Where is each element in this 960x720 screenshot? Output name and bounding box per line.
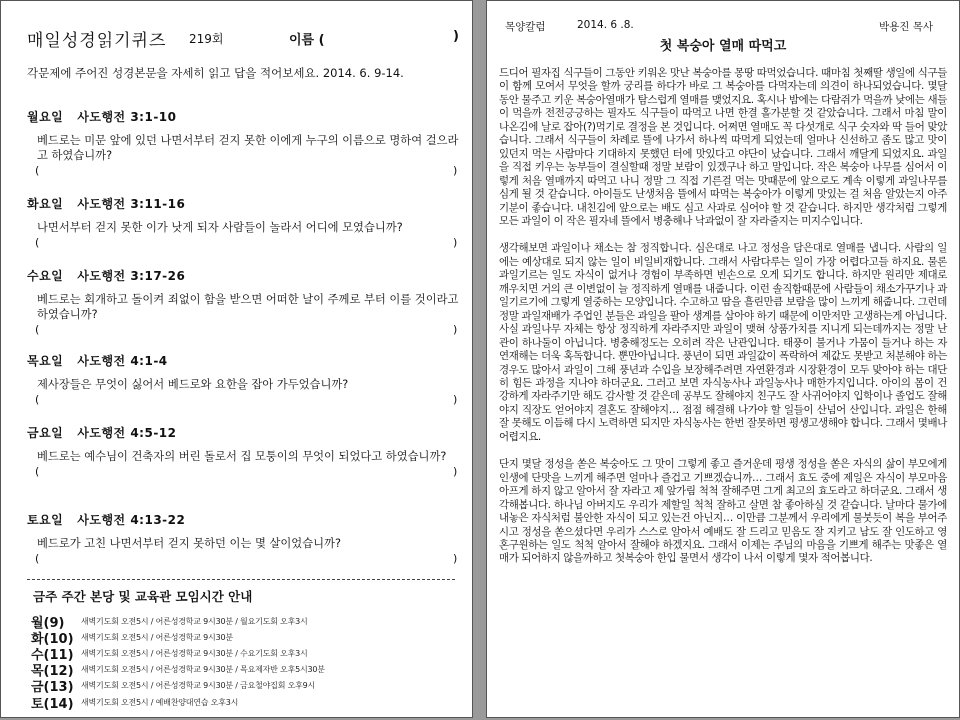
section-divider bbox=[27, 579, 455, 580]
question-text: 베드로가 고친 나면서부터 걷지 못하던 이는 몇 살이었습니까? bbox=[37, 537, 341, 550]
schedule-detail: 새벽기도회 오전5시 / 어른성경학교 9시30분 / 목요제자반 오후5시30분 bbox=[81, 665, 325, 675]
answer-close-paren: ) bbox=[453, 393, 458, 406]
question-thursday bbox=[27, 352, 467, 407]
question-text: 베드로는 미문 앞에 있던 나면서부터 걷지 못한 이에게 누구의 이름으로 명하여 걸으라고 하였습니까? bbox=[37, 134, 459, 162]
question-day: 화요일 bbox=[27, 197, 64, 211]
schedule-row bbox=[31, 678, 451, 694]
schedule-row bbox=[31, 613, 451, 629]
answer-blank[interactable] bbox=[27, 236, 467, 250]
question-text: 제사장들은 무엇이 싫어서 베드로와 요한을 잡아 가두었습니까? bbox=[37, 378, 349, 391]
schedule-day: 토(14) bbox=[31, 696, 74, 712]
answer-open-paren: ( bbox=[35, 465, 40, 478]
question-ref: 사도행전 4:5-12 bbox=[77, 426, 177, 440]
question-ref: 사도행전 3:1-10 bbox=[77, 110, 177, 124]
answer-blank[interactable] bbox=[27, 465, 467, 479]
answer-close-paren: ) bbox=[453, 323, 458, 336]
quiz-header bbox=[27, 26, 462, 50]
name-field-close: ) bbox=[453, 29, 459, 44]
question-monday bbox=[27, 108, 467, 178]
schedule-day: 금(13) bbox=[31, 680, 74, 696]
schedule-day: 수(11) bbox=[31, 647, 74, 663]
schedule-detail: 새벽기도회 오전5시 / 어른성경학교 9시30분 / 금요철야집회 오후9시 bbox=[81, 681, 316, 691]
schedule-day: 월(9) bbox=[31, 615, 65, 631]
schedule-row bbox=[31, 662, 451, 678]
question-day: 토요일 bbox=[27, 513, 64, 527]
answer-blank[interactable] bbox=[27, 323, 467, 337]
schedule-day: 목(12) bbox=[31, 664, 74, 680]
answer-close-paren: ) bbox=[453, 552, 458, 565]
column-date: 2014. 6 .8. bbox=[577, 19, 634, 31]
question-wednesday bbox=[27, 267, 467, 337]
answer-open-paren: ( bbox=[35, 164, 40, 177]
column-title: 첫 복숭아 열매 따먹고 bbox=[659, 39, 787, 54]
question-ref: 사도행전 3:17-26 bbox=[77, 269, 186, 283]
schedule-detail: 새벽기도회 오전5시 / 어른성경학교 9시30분 / 월요기도회 오후3시 bbox=[81, 616, 308, 626]
issue-number: 219회 bbox=[189, 32, 224, 46]
instructions-text: 각문제에 주어진 성경본문을 자세히 읽고 답을 적어보세요. 2014. 6. 9-14. bbox=[27, 66, 404, 80]
question-ref: 사도행전 4:13-22 bbox=[77, 513, 186, 527]
answer-close-paren: ) bbox=[453, 164, 458, 177]
schedule-detail: 새벽기도회 오전5시 / 어른성경학교 9시30분 bbox=[81, 632, 233, 642]
column-paragraph: 단지 몇달 정성을 쏟은 복숭아도 그 맛이 그렇게 좋고 즐거운데 평생 정성을 쏟은 자식의 삶이 부모에게 인생에 단맛을 느끼게 해주면 얼마나 즐겁고 기쁘겠습니까… 그래서 효도 중에 제일은 자식이 부모마음 아프게 하지 않고 알아서 잘 자라고 제 앞가림 척척 잘해주면 그게 최고의 효도라고 하더군요. 그래서 생각해봅니다. 하나님 아버지도 우리가 제할일 척척 잘하고 살면 참 좋아하실 것 같습니다. 날마다 물가에 내놓은 자식처럼 불안한 자식이 되고 있는건 아닌지… 이만큼 그분께서 우리에게 물붓듯이 복을 부어주시고 정성을 쏟으셨다면 우리가 스스로 알아서 예배도 잘 드리고 믿음도 잘 지키고 남도 잘 인도하고 영혼구원하는 일도 척척 알아서 잘해야 하겠지요. 그래서 이제는 주님의 마음을 기쁘게 해주는 맛좋은 열매가 되어하지 않을까하고 첫복숭아 한입 물면서 생각이 나서 이렇게 몇자 적어봅니다. bbox=[499, 458, 947, 565]
question-text: 베드로는 회개하고 돌이켜 죄없이 함을 받으면 어떠한 날이 주께로 부터 이를 것이라고 하였습니까? bbox=[37, 293, 459, 321]
question-day: 목요일 bbox=[27, 354, 64, 368]
question-saturday bbox=[27, 511, 467, 566]
column-page bbox=[486, 0, 960, 718]
answer-open-paren: ( bbox=[35, 236, 40, 249]
quiz-title: 매일성경읽기퀴즈 bbox=[27, 31, 167, 51]
question-text: 나면서부터 걷지 못한 이가 낫게 되자 사람들이 놀라서 어디에 모였습니까? bbox=[37, 221, 403, 234]
schedule-title: 금주 주간 본당 및 교육관 모임시간 안내 bbox=[33, 589, 253, 604]
question-ref: 사도행전 3:11-16 bbox=[77, 197, 186, 211]
question-day: 월요일 bbox=[27, 110, 64, 124]
question-friday bbox=[27, 424, 467, 479]
schedule-list bbox=[31, 613, 451, 710]
question-day: 금요일 bbox=[27, 426, 64, 440]
column-paragraph: 생각해보면 과일이나 채소는 참 정직합니다. 심은대로 나고 정성을 담은대로 열매를 냅니다. 사람의 일에는 예상대로 되지 않는 일이 비일비재합니다. 그래서 사람다루는 일이 가장 어렵다고들 하지요. 물론 과일기르는 일도 자식이 없거나 경험이 부족하면 빈손으로 오게 되기도 합니다. 하지만 원리만 제대로 깨우치면 거의 큰 이변없이 늘 정직하게 열매를 내줍니다. 이런 솔직함때문에 사람들이 채소가꾸기나 과일기르기에 그렇게 열중하는 모양입니다. 수고하고 땀을 흘린만큼 보람을 많이 느끼게 해줍니다. 그런데 정말 과일재배가 주업인 분들은 과일을 팔아 생계를 삼아야 하기 때문에 이만저만 고생하는게 아닙니다. 사실 과일나무 자체는 항상 정직하게 자라주지만 과일이 맺혀 상품가치를 지니게 되는데까지는 정말 난관이 하나둘이 아닙니다. 병충해정도는 오히려 작은 난관입니다. 태풍이 불거나 가뭄이 들거나 하는 자연재해는 더욱 혹독합니다. 뿐만아닙니다. 풍년이 되면 과일값이 폭락하여 제값도 못받고 처분해야 하는 경우도 많아서 과일이 그해 풍년과 수입을 보장해주려면 자연환경과 시장환경이 모두 맞아야 하는 대단히 힘든 과정을 지나야 하더군요. 그러고 보면 자식농사나 과일농사나 매한가지입니다. 아이의 몸이 건강하게 자라주기만 해도 감사할 것 같은데 공부도 잘해야지 친구도 잘 사귀어야지 입학이나 졸업도 잘해야지 직장도 얻어야지 결혼도 잘해야지… 점점 해결해 나가야 할 일들이 산넘어 산입니다. 과일은 한해 잘 못해도 이듬해 다시 노력하면 되지만 자식농사는 한번 잘못하면 평생고생해야 합니다. 그래서 몇배나 어렵지요. bbox=[499, 242, 947, 443]
instructions bbox=[27, 65, 404, 81]
answer-open-paren: ( bbox=[35, 552, 40, 565]
schedule-row bbox=[31, 694, 451, 710]
question-text: 베드로는 예수님이 건축자의 버린 돌로서 집 모퉁이의 무엇이 되었다고 하였습니까? bbox=[37, 450, 447, 463]
answer-open-paren: ( bbox=[35, 393, 40, 406]
column-body bbox=[499, 67, 947, 580]
name-label: 이름 ( bbox=[289, 33, 325, 48]
column-paragraph: 드디어 필자집 식구들이 그동안 키워온 맛난 복숭아를 몽땅 따먹었습니다. 때마침 첫째딸 생일에 식구들이 함께 모여서 무엇을 할까 궁리를 하다가 바로 그 복숭아를 다먹자는데 의견이 하나되었습니다. 몇달동안 물주고 키운 복숭아열매가 탐스럽게 열매를 맺었지요. 혹시나 밤에는 다람쥐가 먹을까 낮에는 새들이 먹을까 전전긍긍하는 필자도 식구들이 따먹고 나면 한결 홀가분할 것 같았습니다. 그래서 마침 말이 나온김에 날로 잡아(?)먹기로 결정을 본 것입니다. 어쩌면 열매도 꼭 다섯개로 식구 숫자와 딱 들어 맞았습니다. 그래서 식구들이 차례로 뜰에 나가서 하나씩 따먹게 되었는데 얼마나 신선하고 좀도 많고 맛이 있던지 먹는 사람마다 기대하지 못했던 터에 맛있다고 야단이 났습니다. 그래서 깨달게 되었지요. 과일을 직접 키우는 농부들이 결실할때 정말 보람이 있겠구나 하고 말입니다. 작은 복숭아 나무를 심어서 이렇게 처음 열매까지 따먹고 나니 정말 그 직접 기른걸 먹는 맛때문에 앞으로도 계속 이렇게 과일나무를 심게 될 것 같습니다. 아이들도 난생처음 뜰에서 따먹는 복숭아가 이렇게 맛있는 걸 처음 알았는지 아주 기분이 좋습니다. 내친김에 앞으로는 배도 심고 사과로 심어야 할 것 같습니다. 하지만 생각처럼 그렇게 모든 과일이 이 작은 필자네 뜰에서 병충해나 낙과없이 잘 자라줄지는 미지수입니다. bbox=[499, 67, 947, 227]
answer-open-paren: ( bbox=[35, 323, 40, 336]
column-label: 목양칼럼 bbox=[505, 21, 546, 33]
answer-blank[interactable] bbox=[27, 393, 467, 407]
schedule-day: 화(10) bbox=[31, 631, 74, 647]
answer-blank[interactable] bbox=[27, 164, 467, 178]
schedule-row bbox=[31, 645, 451, 661]
schedule-detail: 새벽기도회 오전5시 / 예배찬양대연습 오후3시 bbox=[81, 697, 239, 707]
schedule-row bbox=[31, 629, 451, 645]
question-day: 수요일 bbox=[27, 269, 64, 283]
answer-close-paren: ) bbox=[453, 465, 458, 478]
quiz-page bbox=[0, 0, 473, 718]
schedule-detail: 새벽기도회 오전5시 / 어른성경학교 9시30분 / 수요기도회 오후3시 bbox=[81, 648, 308, 658]
answer-blank[interactable] bbox=[27, 552, 467, 566]
question-tuesday bbox=[27, 195, 467, 250]
answer-close-paren: ) bbox=[453, 236, 458, 249]
column-author: 박용진 목사 bbox=[878, 21, 933, 33]
question-ref: 사도행전 4:1-4 bbox=[77, 354, 168, 368]
column-header bbox=[505, 19, 941, 35]
